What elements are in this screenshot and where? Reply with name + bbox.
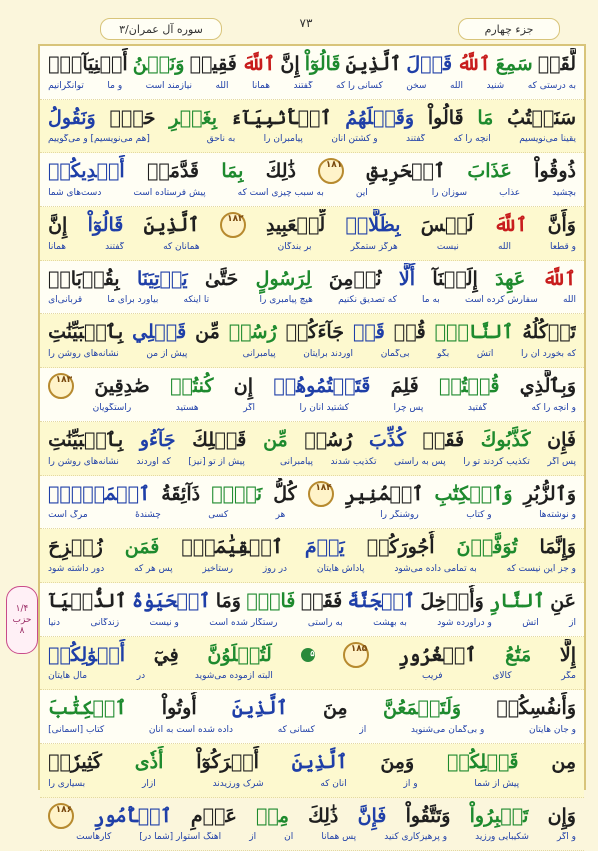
- translation-word: از: [569, 617, 576, 628]
- translation-words: [48, 725, 576, 740]
- arabic-word: بِٱلۡبَيِّنَٰتِ: [48, 428, 124, 451]
- arabic-words: [48, 800, 576, 832]
- translation-word: کشتید آنان را: [299, 402, 349, 413]
- arabic-word: قَبۡلِكَ: [192, 428, 247, 451]
- translation-word: که بخورد آن را: [521, 349, 576, 360]
- arabic-word: ٱلۡحَرِيقِ: [366, 160, 446, 183]
- arabic-word: مَتَٰعُ: [505, 643, 532, 666]
- arabic-word: لِّلۡعَبِيدِ: [265, 214, 326, 237]
- arabic-words: [48, 746, 576, 778]
- ruku-marker: ۵: [301, 648, 315, 662]
- arabic-word: ٱلَّذِينَ: [345, 53, 402, 75]
- arabic-word: ٱلۡجَنَّةَ: [347, 589, 415, 612]
- page-number: ۷۳: [299, 16, 313, 30]
- arabic-words: [48, 639, 576, 671]
- arabic-word: ٱلۡمَوۡتِۗ: [48, 482, 151, 505]
- arabic-word: قَبۡلِي: [132, 321, 187, 344]
- arabic-word: ذُوقُواْ: [534, 160, 576, 183]
- arabic-word: مِّن: [195, 321, 220, 344]
- translation-word: به ناحق: [206, 134, 236, 145]
- translation-word: نشانه‌های روشن را: [48, 349, 119, 360]
- arabic-word: وَقَتۡلَهُمُ: [345, 106, 415, 129]
- arabic-words: [48, 316, 576, 348]
- translation-word: آنچه را که: [453, 134, 491, 145]
- translation-word: کسانی را که: [336, 80, 383, 91]
- translation-words: [48, 457, 576, 472]
- translation-word: داده شده است به آنان: [148, 724, 234, 735]
- translation-word: پیش از من: [146, 349, 188, 360]
- translation-word: کارهاست: [76, 832, 112, 843]
- verse-line: [40, 422, 584, 476]
- arabic-word: نُؤۡمِنَ: [328, 267, 382, 290]
- translation-word: تکذیب کردند تو را: [463, 456, 530, 467]
- translation-word: پس به راستی: [394, 456, 446, 467]
- arabic-word: وَبِٱلَّذِي: [519, 375, 576, 398]
- translation-word: نشانه‌های روشن را: [48, 456, 119, 467]
- arabic-word: بِغَيۡرِ: [169, 106, 217, 129]
- arabic-word: لَّقَدۡ: [537, 53, 576, 75]
- translation-word: به بهشت: [373, 617, 407, 628]
- translation-words: [48, 618, 576, 633]
- translation-word: دست‌های شما: [48, 188, 102, 199]
- verse-line: [40, 46, 584, 100]
- arabic-word: وَنَحۡنُ: [132, 53, 185, 75]
- translation-word: البته آزموده می‌شوید: [194, 671, 273, 682]
- arabic-words: [48, 692, 576, 724]
- arabic-word: ٱللَّهُ: [457, 53, 491, 75]
- verse-lines: [40, 46, 584, 851]
- translation-word: الله: [215, 80, 229, 91]
- verse-line: [40, 690, 584, 744]
- translation-word: راستگویان: [92, 402, 132, 413]
- arabic-word: ٱلۡغُرُورِ: [397, 643, 477, 666]
- translation-word: این: [355, 188, 368, 199]
- arabic-word: كُذِّبَ: [368, 428, 406, 451]
- translation-word: آهنگ استوار [شما در]: [139, 832, 222, 843]
- arabic-word: ٱلۡأُمُورِ: [93, 804, 172, 827]
- hizb-number: ۸: [19, 625, 25, 636]
- translation-words: [48, 564, 576, 579]
- arabic-word: بِظَلَّامٖ: [345, 214, 401, 237]
- translation-word: رستاخیز: [202, 563, 233, 574]
- arabic-word: ٱلدُّنۡيَآ: [48, 589, 127, 612]
- translation-word: شکیبایی ورزید: [475, 832, 529, 843]
- arabic-word: أَشۡرَكُوٓاْ: [196, 750, 259, 773]
- translation-word: کتاب [آسمانی]: [48, 724, 105, 735]
- arabic-word: ٱللَّهَ: [493, 214, 528, 237]
- arabic-word: وَٱلزُّبُرِ: [523, 482, 576, 505]
- translation-word: و جز این نیست که: [506, 563, 576, 574]
- translation-word: الله: [449, 80, 464, 91]
- translation-word: تا اینکه: [183, 295, 210, 306]
- arabic-word: وَٱلۡكِتَٰبِ: [434, 482, 513, 505]
- translation-word: به ما: [422, 295, 440, 306]
- arabic-word: كُلُّ: [273, 482, 297, 505]
- translation-word: هستید: [175, 402, 199, 413]
- translation-word: گفتند: [105, 241, 125, 252]
- translation-word: و قطعاً: [550, 241, 576, 252]
- arabic-word: عَزۡمِ: [190, 804, 237, 827]
- translation-word: دنیا: [48, 617, 61, 628]
- arabic-word: إِنَّ: [48, 214, 68, 237]
- arabic-word: جَآءُو: [139, 428, 176, 451]
- arabic-word: بِٱلۡبَيِّنَٰتِ: [48, 321, 124, 344]
- translation-word: بی‌گمان: [380, 349, 410, 360]
- translation-word: الله: [562, 295, 576, 306]
- arabic-word: ٱللَّهَ: [241, 53, 276, 75]
- translation-word: هرگز ستمگر: [350, 241, 398, 252]
- translation-word: و آنچه را که: [531, 402, 576, 413]
- ayah-number-marker: ۱۸۶: [48, 803, 74, 829]
- arabic-word: بِمَا: [221, 160, 244, 183]
- arabic-words: [48, 48, 576, 80]
- arabic-word: ٱلنَّارِ: [489, 589, 545, 612]
- arabic-word: إِلَيۡنَآ: [432, 267, 478, 290]
- arabic-word: ٱلۡكِتَٰبَ: [48, 697, 127, 720]
- translation-words: [48, 832, 576, 847]
- arabic-word: فَلِمَ: [390, 375, 419, 398]
- arabic-word: وَأَنَّ: [547, 214, 576, 237]
- arabic-word: مِنَ: [322, 697, 348, 720]
- arabic-word: كَثِيرٗاۚ: [48, 750, 102, 773]
- arabic-word: لِرَسُولٍ: [255, 267, 312, 290]
- translation-word: قربانی‌ای: [48, 295, 83, 306]
- translation-word: همانا: [252, 80, 270, 91]
- arabic-word: إِنَّ: [280, 53, 300, 75]
- translation-word: و نیست: [149, 617, 179, 628]
- arabic-word: ذَٰلِكَ: [265, 160, 296, 183]
- arabic-words: [48, 263, 576, 295]
- translation-word: بچشید: [552, 188, 576, 199]
- translation-word: نیازمند است: [145, 80, 192, 91]
- translation-word: فریب: [421, 671, 443, 682]
- verse-line: [40, 529, 584, 583]
- translation-word: بسیاری را: [48, 778, 86, 789]
- arabic-word: أَيۡدِيكُمۡ: [48, 160, 125, 183]
- translation-word: به تمامی داده می‌شود: [394, 563, 477, 574]
- arabic-words: [48, 370, 576, 402]
- arabic-word: لَتُبۡلَوُنَّ: [207, 643, 272, 666]
- arabic-word: قَدَّمَتۡ: [146, 160, 200, 183]
- ayah-number-marker: ۱۸۳: [48, 373, 74, 399]
- arabic-word: إِن: [233, 375, 253, 398]
- verse-line: [40, 637, 584, 691]
- translation-word: مرگ است: [48, 510, 88, 521]
- translation-word: بر بندگان: [277, 241, 312, 252]
- translation-word: که تصدیق نکنیم: [338, 295, 397, 306]
- translation-word: و بی‌گمان می‌شنوید: [410, 724, 485, 735]
- translation-words: [48, 349, 576, 364]
- translation-word: کسانی که: [277, 724, 315, 735]
- arabic-word: يَوۡمَ: [304, 536, 345, 559]
- arabic-words: [48, 209, 576, 241]
- arabic-word: قَوۡلَ: [406, 53, 453, 75]
- translation-word: به سبب چیزی است که: [237, 188, 324, 199]
- arabic-word: كَذَّبُوكَ: [480, 428, 531, 451]
- surah-label: سوره آل عمران/۳: [100, 18, 222, 40]
- translation-words: [48, 403, 576, 418]
- translation-word: در: [136, 671, 146, 682]
- translation-word: الله: [497, 241, 511, 252]
- arabic-word: حَقّٖ: [109, 106, 156, 129]
- translation-word: پیامبران را: [263, 134, 303, 145]
- translation-word: و اگر: [557, 832, 576, 843]
- verse-line: [40, 153, 584, 207]
- translation-word: توانگرانیم: [48, 80, 84, 91]
- arabic-word: ٱللَّهَ: [542, 267, 576, 290]
- arabic-word: وَتَتَّقُواْ: [405, 804, 451, 827]
- verse-line: [40, 207, 584, 261]
- arabic-word: وَنَقُولُ: [48, 106, 96, 129]
- translation-words: [48, 510, 576, 525]
- arabic-word: قَالُوٓاْ: [304, 53, 341, 75]
- verse-line: [40, 798, 584, 851]
- arabic-word: مِنۡ: [255, 804, 289, 827]
- translation-word: چشندهٔ: [135, 510, 161, 521]
- arabic-word: فَإِنَّ: [357, 804, 387, 827]
- translation-word: پس چرا: [393, 402, 424, 413]
- arabic-word: قَتَلۡتُمُوهُمۡ: [273, 375, 371, 398]
- arabic-word: نَفۡسٖ: [211, 482, 263, 505]
- arabic-word: ٱلۡحَيَوٰةُ: [131, 589, 211, 612]
- arabic-word: ذَٰلِكَ: [308, 804, 339, 827]
- translation-word: از: [359, 724, 367, 735]
- translation-word: همانا: [48, 241, 67, 252]
- arabic-words: [48, 424, 576, 456]
- translation-word: و جان هایتان: [528, 724, 576, 735]
- verse-line: [40, 744, 584, 798]
- arabic-word: عَهِدَ: [495, 267, 526, 290]
- translation-word: آتش: [476, 349, 494, 360]
- arabic-word: ٱلنَّارُۗ: [434, 321, 514, 344]
- translation-word: [هم می‌نویسیم] و می‌گوییم: [48, 134, 150, 145]
- translation-word: پیش از تو [نیز]: [188, 456, 245, 467]
- ayah-number-marker: ۱۸۱: [318, 158, 344, 184]
- arabic-word: فَازَۗ: [246, 589, 296, 612]
- translation-word: مگر: [561, 671, 576, 682]
- translation-word: نیست: [436, 241, 459, 252]
- translation-word: و درآورده شود: [437, 617, 492, 628]
- arabic-word: فَقِيرٞ: [189, 53, 237, 75]
- ayah-number-marker: ۱۸۴: [308, 481, 334, 507]
- arabic-word: بِقُرۡبَانٖ: [48, 267, 120, 290]
- translation-word: زندگانی: [90, 617, 120, 628]
- arabic-word: وَأُدۡخِلَ: [420, 589, 484, 612]
- translation-word: پس اگر: [547, 456, 576, 467]
- ayah-number-marker: ۱۸۲: [220, 212, 246, 238]
- verse-line: [40, 261, 584, 315]
- translation-word: مال هایتان: [48, 671, 88, 682]
- translation-word: پس همانا: [321, 832, 357, 843]
- arabic-word: إِلَّا: [559, 643, 576, 666]
- arabic-word: ٱلۡأَنۢبِيَآءَ: [230, 106, 332, 129]
- translation-word: و از: [403, 778, 418, 789]
- translation-word: سخن: [406, 80, 427, 91]
- arabic-word: جَآءَكُمۡ: [285, 321, 344, 344]
- ayah-number-marker: ۱۸۵: [343, 642, 369, 668]
- arabic-word: وَلَتَسۡمَعُنَّ: [382, 697, 462, 720]
- translation-word: که آوردند: [136, 456, 171, 467]
- translation-word: و پرهیزکاری کنید: [384, 832, 448, 843]
- arabic-word: صَٰدِقِينَ: [94, 375, 150, 398]
- arabic-words: [48, 155, 576, 187]
- translation-words: [48, 81, 576, 96]
- arabic-word: ٱلۡقِيَٰمَةِۖ: [181, 536, 283, 559]
- translation-word: رستگار شده است: [209, 617, 278, 628]
- arabic-word: أَغۡنِيَآءُۘ: [48, 53, 128, 75]
- translation-word: تکذیب شدند: [330, 456, 377, 467]
- arabic-word: قَالُوٓاْ: [87, 214, 124, 237]
- arabic-word: وَإِن: [547, 804, 576, 827]
- translation-word: پیش فرستاده است: [133, 188, 206, 199]
- arabic-word: وَأَنفُسِكُمۡ: [496, 697, 576, 720]
- translation-word: گفتند: [406, 134, 426, 145]
- arabic-word: قُلۡ: [393, 321, 426, 344]
- translation-words: [48, 295, 576, 310]
- juz-label: جزء چهارم: [458, 18, 560, 40]
- page-header: [0, 0, 598, 44]
- translation-word: پیامبرانی: [280, 456, 313, 467]
- hizb-fraction: ۱/۴: [15, 603, 29, 614]
- translation-word: پس هر که: [134, 563, 173, 574]
- arabic-words: [48, 478, 576, 510]
- translation-word: در روز: [262, 563, 288, 574]
- arabic-words: [48, 102, 576, 134]
- translation-words: [48, 134, 576, 149]
- translation-word: دور داشته شود: [48, 563, 105, 574]
- arabic-word: حَتَّىٰ: [204, 267, 239, 290]
- arabic-word: أَلَّا: [398, 267, 416, 290]
- arabic-word: فَإِن: [547, 428, 576, 451]
- translation-word: عذاب: [499, 188, 521, 199]
- translation-word: پاداش هایتان: [316, 563, 365, 574]
- arabic-words: [48, 531, 576, 563]
- translation-word: و کتاب: [466, 510, 492, 521]
- translation-word: هیچ پیامبری را: [259, 295, 313, 306]
- translation-word: و ما: [107, 80, 123, 91]
- verse-line: [40, 583, 584, 637]
- translation-word: بگو: [437, 349, 450, 360]
- arabic-word: رُسُلٞ: [228, 321, 277, 344]
- arabic-word: ٱلَّذِينَ: [143, 214, 200, 237]
- verse-line: [40, 368, 584, 422]
- arabic-word: فَقَدۡ: [300, 589, 343, 612]
- translation-word: و نوشته‌ها: [539, 510, 576, 521]
- translation-word: یقیناً می‌نویسیم: [519, 134, 576, 145]
- verse-line: [40, 100, 584, 154]
- arabic-word: ٱلَّذِينَ: [291, 750, 348, 773]
- arabic-word: لَيۡسَ: [420, 214, 474, 237]
- translation-word: کسی: [208, 510, 229, 521]
- arabic-word: قَالُواْ: [427, 106, 464, 129]
- translation-word: آتش: [522, 617, 539, 628]
- arabic-word: وَمِنَ: [380, 750, 415, 773]
- arabic-word: مَا: [477, 106, 494, 129]
- translation-word: سفارش کرده است: [465, 295, 538, 306]
- arabic-words: [48, 585, 576, 617]
- arabic-word: كُنتُمۡ: [170, 375, 214, 398]
- arabic-word: مِن: [551, 750, 576, 773]
- arabic-word: ٱلَّذِينَ: [231, 697, 288, 720]
- translation-word: به درستی که: [527, 80, 576, 91]
- translation-words: [48, 242, 576, 257]
- translation-words: [48, 188, 576, 203]
- hizb-marker: [6, 586, 38, 654]
- arabic-word: أَذٗى: [134, 750, 164, 773]
- translation-word: پیش از شما: [474, 778, 520, 789]
- arabic-word: قَبۡلِكُمۡ: [447, 750, 519, 773]
- arabic-word: عَذَابَ: [467, 160, 512, 183]
- arabic-word: سَمِعَ: [495, 53, 533, 75]
- translation-word: آوردند برایتان: [303, 349, 354, 360]
- translation-word: بیاورد برای ما: [107, 295, 159, 306]
- arabic-word: تُوَفَّوۡنَ: [456, 536, 518, 559]
- arabic-word: رُسُلٞ: [304, 428, 353, 451]
- translation-word: اگر: [243, 402, 255, 413]
- arabic-word: فَمَن: [124, 536, 160, 559]
- arabic-word: قَدۡ: [352, 321, 385, 344]
- arabic-word: يَأۡتِيَنَا: [136, 267, 188, 290]
- arabic-word: فَقَدۡ: [422, 428, 465, 451]
- arabic-word: تَأۡكُلُهُ: [522, 321, 576, 344]
- arabic-word: مِّن: [263, 428, 288, 451]
- translation-word: گفتند: [293, 80, 313, 91]
- translation-word: به راستی: [307, 617, 343, 628]
- arabic-word: أُوتُواْ: [161, 697, 197, 720]
- arabic-word: أُجُورَكُمۡ: [366, 536, 435, 559]
- verse-line: [40, 314, 584, 368]
- translation-word: آزار: [142, 778, 156, 789]
- translation-word: روشنگر را: [380, 510, 419, 521]
- arabic-word: وَمَا: [215, 589, 241, 612]
- translation-word: گفتید: [467, 402, 487, 413]
- translation-words: [48, 779, 576, 794]
- translation-words: [48, 671, 576, 686]
- translation-word: کالای: [492, 671, 512, 682]
- verse-line: [40, 476, 584, 530]
- arabic-word: سَنَكۡتُبُ: [507, 106, 576, 129]
- arabic-word: فِيٓ: [153, 643, 179, 666]
- translation-word: هر: [275, 510, 286, 521]
- arabic-word: أَمۡوَٰلِكُمۡ: [48, 643, 126, 666]
- arabic-word: قُلۡتُمۡ: [439, 375, 500, 398]
- arabic-word: عَنِ: [550, 589, 576, 612]
- translation-word: شرک ورزیدند: [212, 778, 264, 789]
- translation-word: از: [249, 832, 257, 843]
- translation-word: همانان که: [163, 241, 200, 252]
- translation-word: آن: [284, 832, 294, 843]
- translation-word: و کشتن آنان: [331, 134, 378, 145]
- arabic-word: وَإِنَّمَا: [539, 536, 576, 559]
- arabic-word: ذَآئِقَةُ: [161, 482, 201, 505]
- arabic-word: زُحۡزِحَ: [48, 536, 103, 559]
- translation-word: پیامبرانی: [242, 349, 276, 360]
- translation-word: شنید: [486, 80, 505, 91]
- translation-word: آنان که: [320, 778, 347, 789]
- arabic-word: تَصۡبِرُواْ: [469, 804, 529, 827]
- arabic-word: ٱلۡمُنِيرِ: [344, 482, 424, 505]
- translation-word: سوزان را: [431, 188, 468, 199]
- hizb-word: حزب: [12, 614, 32, 625]
